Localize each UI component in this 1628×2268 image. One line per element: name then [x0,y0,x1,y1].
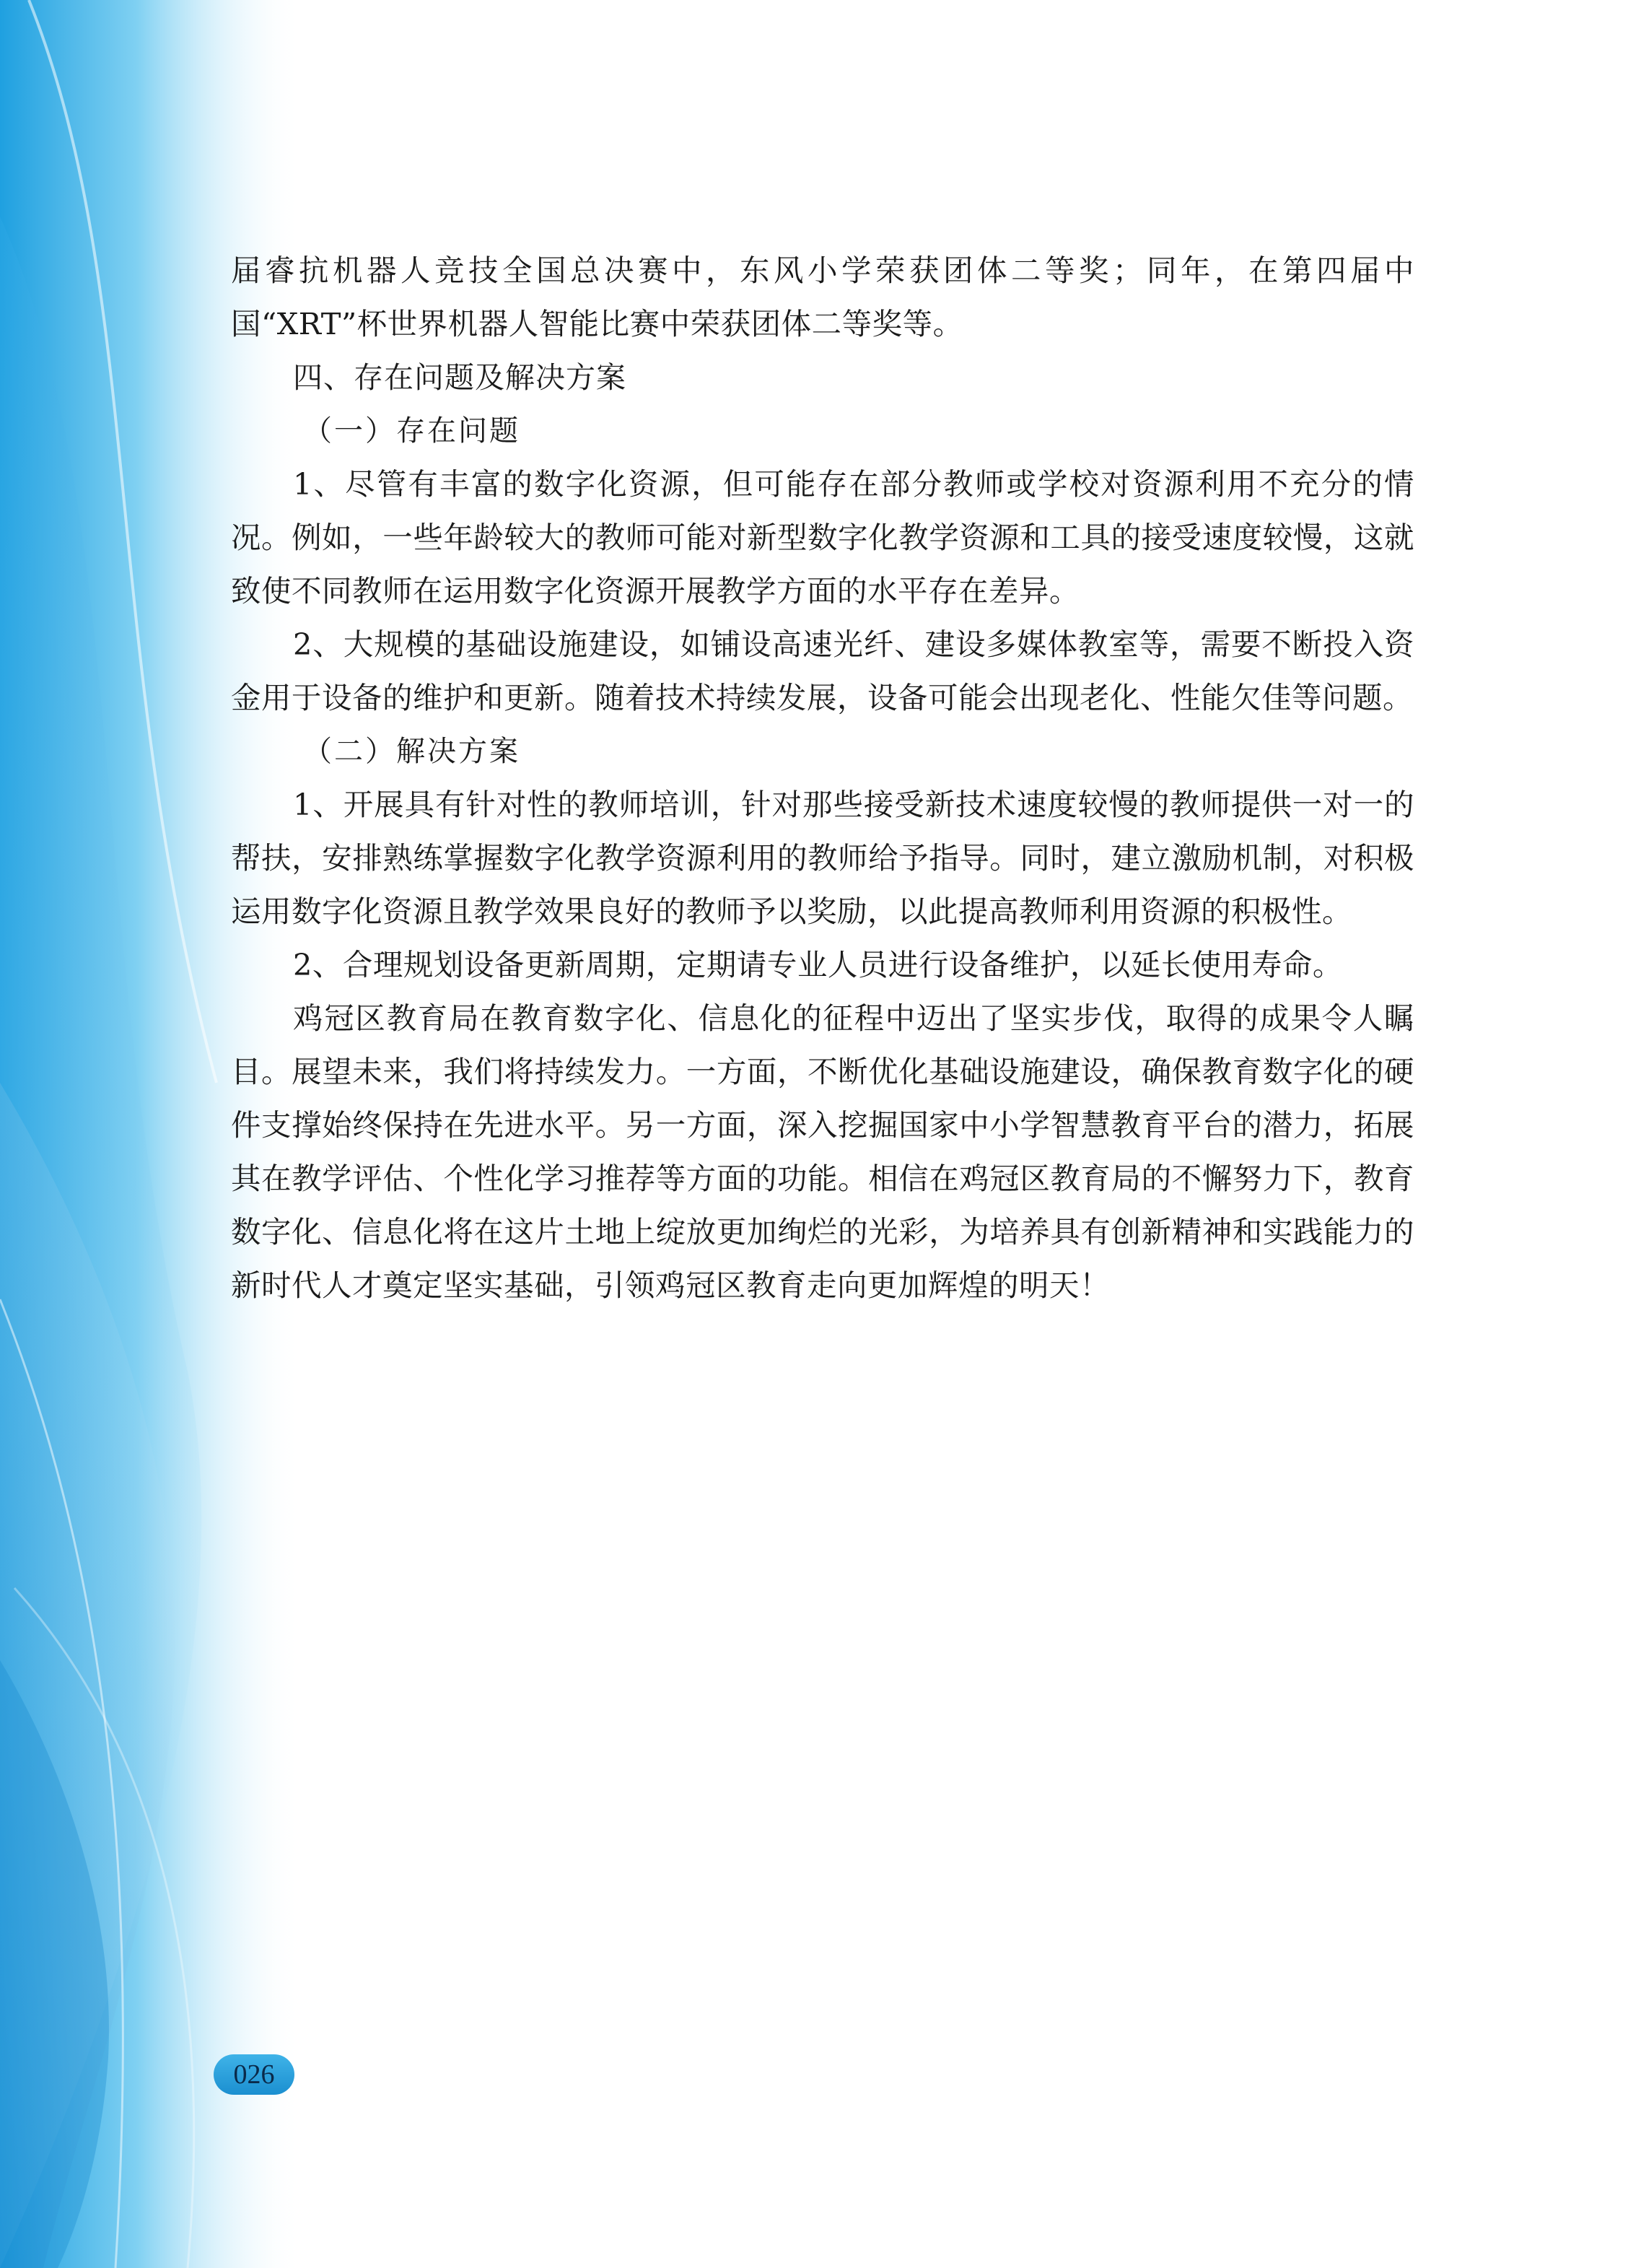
subheading-solutions: （二）解决方案 [303,735,520,768]
document-body [231,244,1414,1312]
paragraph-solution-2: 2、合理规划设备更新周期，定期请专业人员进行设备维护，以延长使用寿命。 [293,947,1343,982]
paragraph-solution-1: 1、开展具有针对性的教师培训，针对那些接受新技术速度较慢的教师提供一对一的帮扶，安排熟练掌握数字化教学资源利用的教师给予指导。同时，建立激励机制，对积极运用数字化资源且教学效果良好的教师予以奖励，以此提高教师利用资源的积极性。 [231,787,1414,929]
subheading-problems: （一）存在问题 [303,414,520,448]
section-heading: 四、存在问题及解决方案 [293,360,626,395]
paragraph-problem-1: 1、尽管有丰富的数字化资源，但可能存在部分教师或学校对资源利用不充分的情况。例如，一些年龄较大的教师可能对新型数字化教学资源和工具的接受速度较慢，这就致使不同教师在运用数字化资源开展教学方面的水平存在差异。 [231,466,1414,609]
paragraph-conclusion: 鸡冠区教育局在教育数字化、信息化的征程中迈出了坚实步伐，取得的成果令人瞩目。展望未来，我们将持续发力。一方面，不断优化基础设施建设，确保教育数字化的硬件支撑始终保持在先进水平。另一方面，深入挖掘国家中小学智慧教育平台的潜力，拓展其在教学评估、个性化学习推荐等方面的功能。相信在鸡冠区教育局的不懈努力下，教育数字化、信息化将在这片土地上绽放更加绚烂的光彩，为培养具有创新精神和实践能力的新时代人才奠定坚实基础，引领鸡冠区教育走向更加辉煌的明天！ [231,1000,1414,1303]
page-number-badge: 026 [214,2054,294,2095]
paragraph-continuation: 届睿抗机器人竞技全国总决赛中，东风小学荣获团体二等奖；同年，在第四届中国“XRT”杯世界机器人智能比赛中荣获团体二等奖等。 [231,253,1414,341]
paragraph-problem-2: 2、大规模的基础设施建设，如铺设高速光纤、建设多媒体教室等，需要不断投入资金用于设备的维护和更新。随着技术持续发展，设备可能会出现老化、性能欠佳等问题。 [231,627,1414,715]
